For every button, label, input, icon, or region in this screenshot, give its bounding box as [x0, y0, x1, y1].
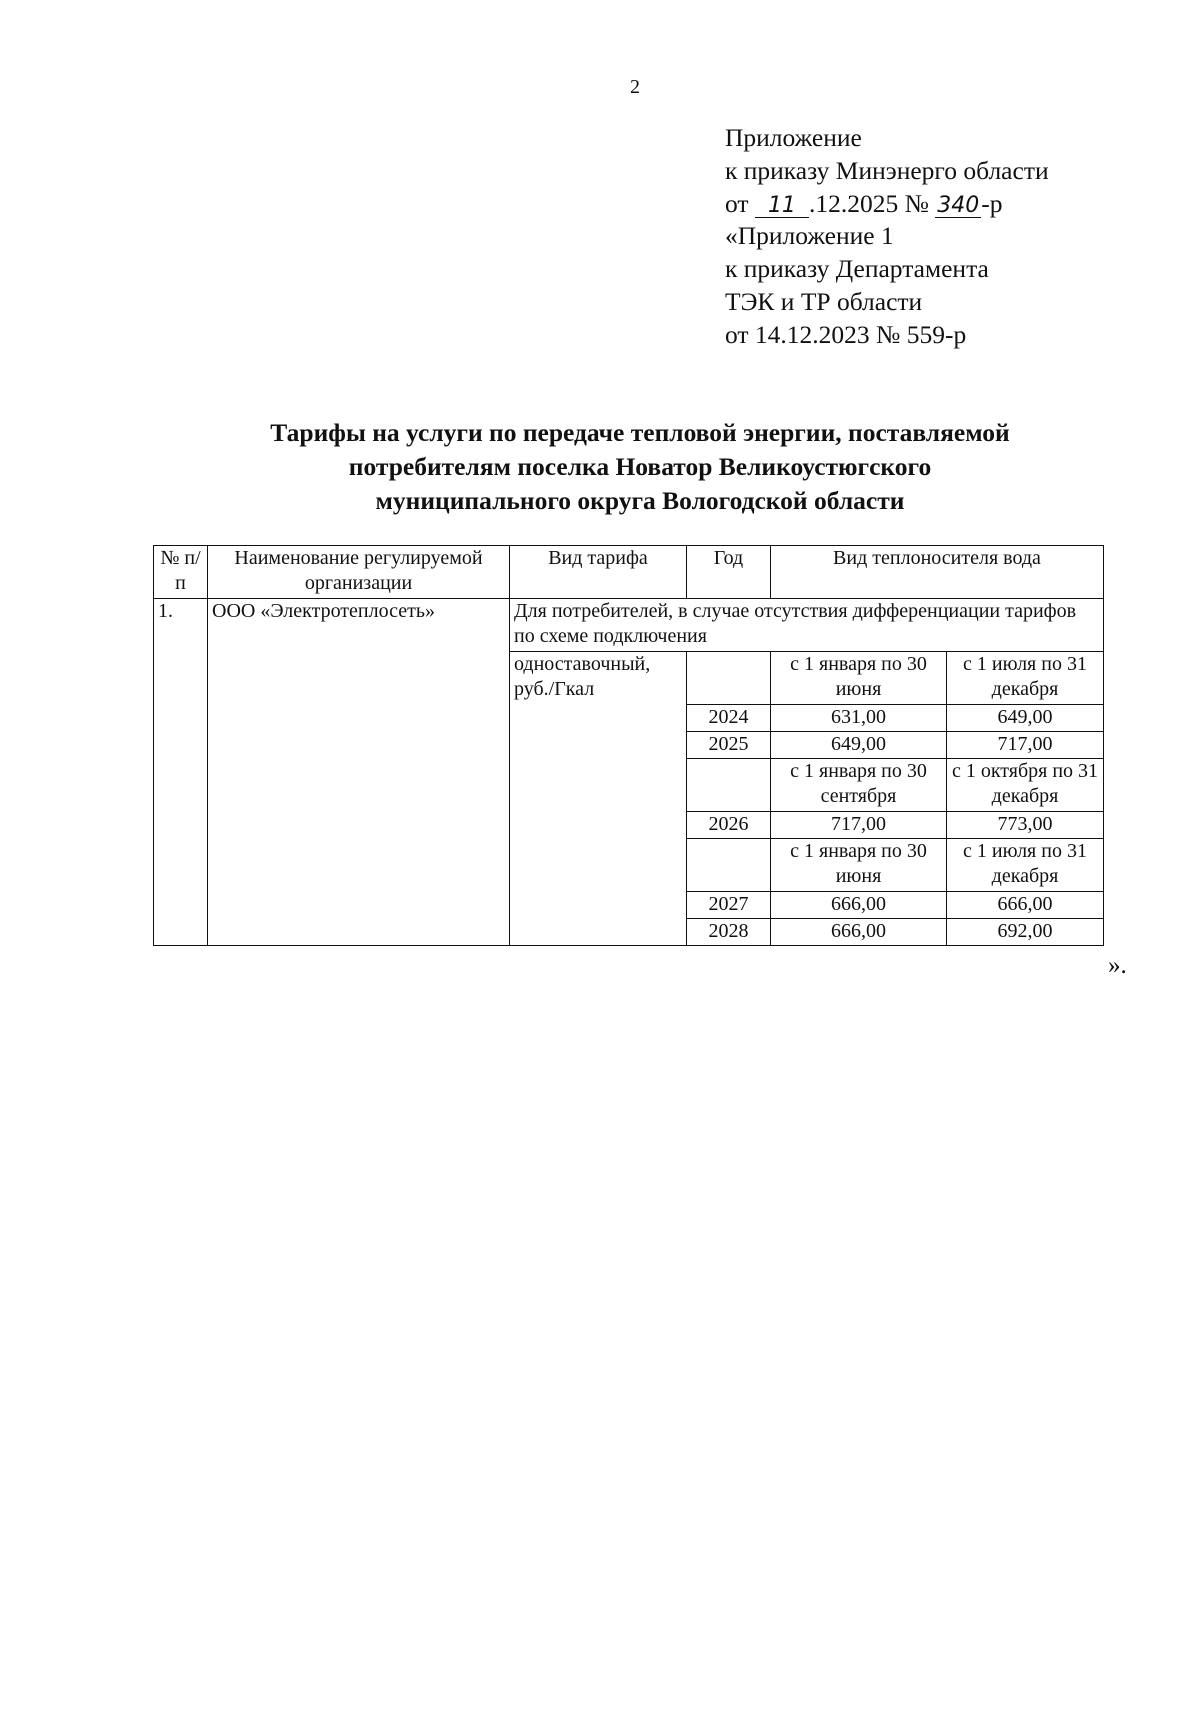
cell-period-first: с 1 января по 30 сентября	[771, 759, 947, 812]
cell-year: 2028	[687, 919, 771, 946]
cell-value: 649,00	[947, 705, 1104, 732]
cell-year: 2024	[687, 705, 771, 732]
cell-period-second: с 1 июля по 31 декабря	[947, 652, 1104, 705]
cell-value: 692,00	[947, 919, 1104, 946]
header-tariff-type: Вид тарифа	[510, 546, 687, 599]
cell-value: 666,00	[771, 892, 947, 919]
handwritten-order-number: 340	[937, 192, 980, 218]
cell-year: 2025	[687, 732, 771, 759]
table-header-row	[154, 546, 1104, 599]
cell-organization: ООО «Электротеплосеть»	[208, 599, 510, 946]
appendix-original-ref: к приказу Департамента	[725, 254, 989, 284]
appendix-block	[725, 122, 1049, 352]
header-num: № п/п	[154, 546, 208, 599]
cell-year: 2026	[687, 812, 771, 839]
title-line: муниципального округа Вологодской области	[375, 486, 905, 515]
appendix-original-title: «Приложение 1	[725, 221, 894, 251]
appendix-title: Приложение	[725, 123, 862, 152]
closing-quote: ».	[1108, 952, 1127, 979]
appendix-date-prefix: от	[725, 188, 749, 218]
header-year: Год	[687, 546, 771, 599]
cell-period-first: с 1 января по 30 июня	[771, 839, 947, 892]
appendix-order-ref: к приказу Минэнерго области	[725, 155, 1049, 185]
title-line: потребителям поселка Новатор Великоустюгского	[348, 452, 932, 481]
title-line: Тарифы на услуги по передаче тепловой энергии, поставляемой	[270, 418, 1010, 447]
cell-year-empty	[687, 759, 771, 812]
cell-row-number: 1.	[154, 599, 208, 946]
appendix-date-mid: .12.2025 №	[808, 188, 929, 218]
cell-value: 717,00	[947, 732, 1104, 759]
cell-year: 2027	[687, 892, 771, 919]
header-carrier: Вид теплоносителя вода	[771, 546, 1104, 599]
cell-tariff-kind: одноставочный, руб./Гкал	[510, 652, 687, 946]
cell-value: 717,00	[771, 812, 947, 839]
cell-period-second: с 1 октября по 31 декабря	[947, 759, 1104, 812]
table-row	[154, 599, 1104, 652]
appendix-date-suffix: -р	[981, 188, 1003, 218]
cell-consumer-note: Для потребителей, в случае отсутствия дифференциации тарифов по схеме подключения	[510, 599, 1104, 652]
page-number: 2	[630, 76, 640, 98]
tariff-table	[153, 545, 1104, 946]
appendix-original-date: от 14.12.2023 № 559-р	[725, 319, 967, 349]
cell-value: 773,00	[947, 812, 1104, 839]
cell-value: 649,00	[771, 732, 947, 759]
document-title	[150, 416, 1130, 518]
appendix-order-date	[725, 188, 1049, 221]
header-organization: Наименование регулируемой организации	[208, 546, 510, 599]
handwritten-day: 11	[755, 195, 809, 218]
cell-year-empty	[687, 652, 771, 705]
cell-period-first: с 1 января по 30 июня	[771, 652, 947, 705]
cell-period-second: с 1 июля по 31 декабря	[947, 839, 1104, 892]
cell-year-empty	[687, 839, 771, 892]
cell-value: 631,00	[771, 705, 947, 732]
cell-value: 666,00	[947, 892, 1104, 919]
appendix-original-dept: ТЭК и ТР области	[725, 286, 923, 316]
cell-value: 666,00	[771, 919, 947, 946]
